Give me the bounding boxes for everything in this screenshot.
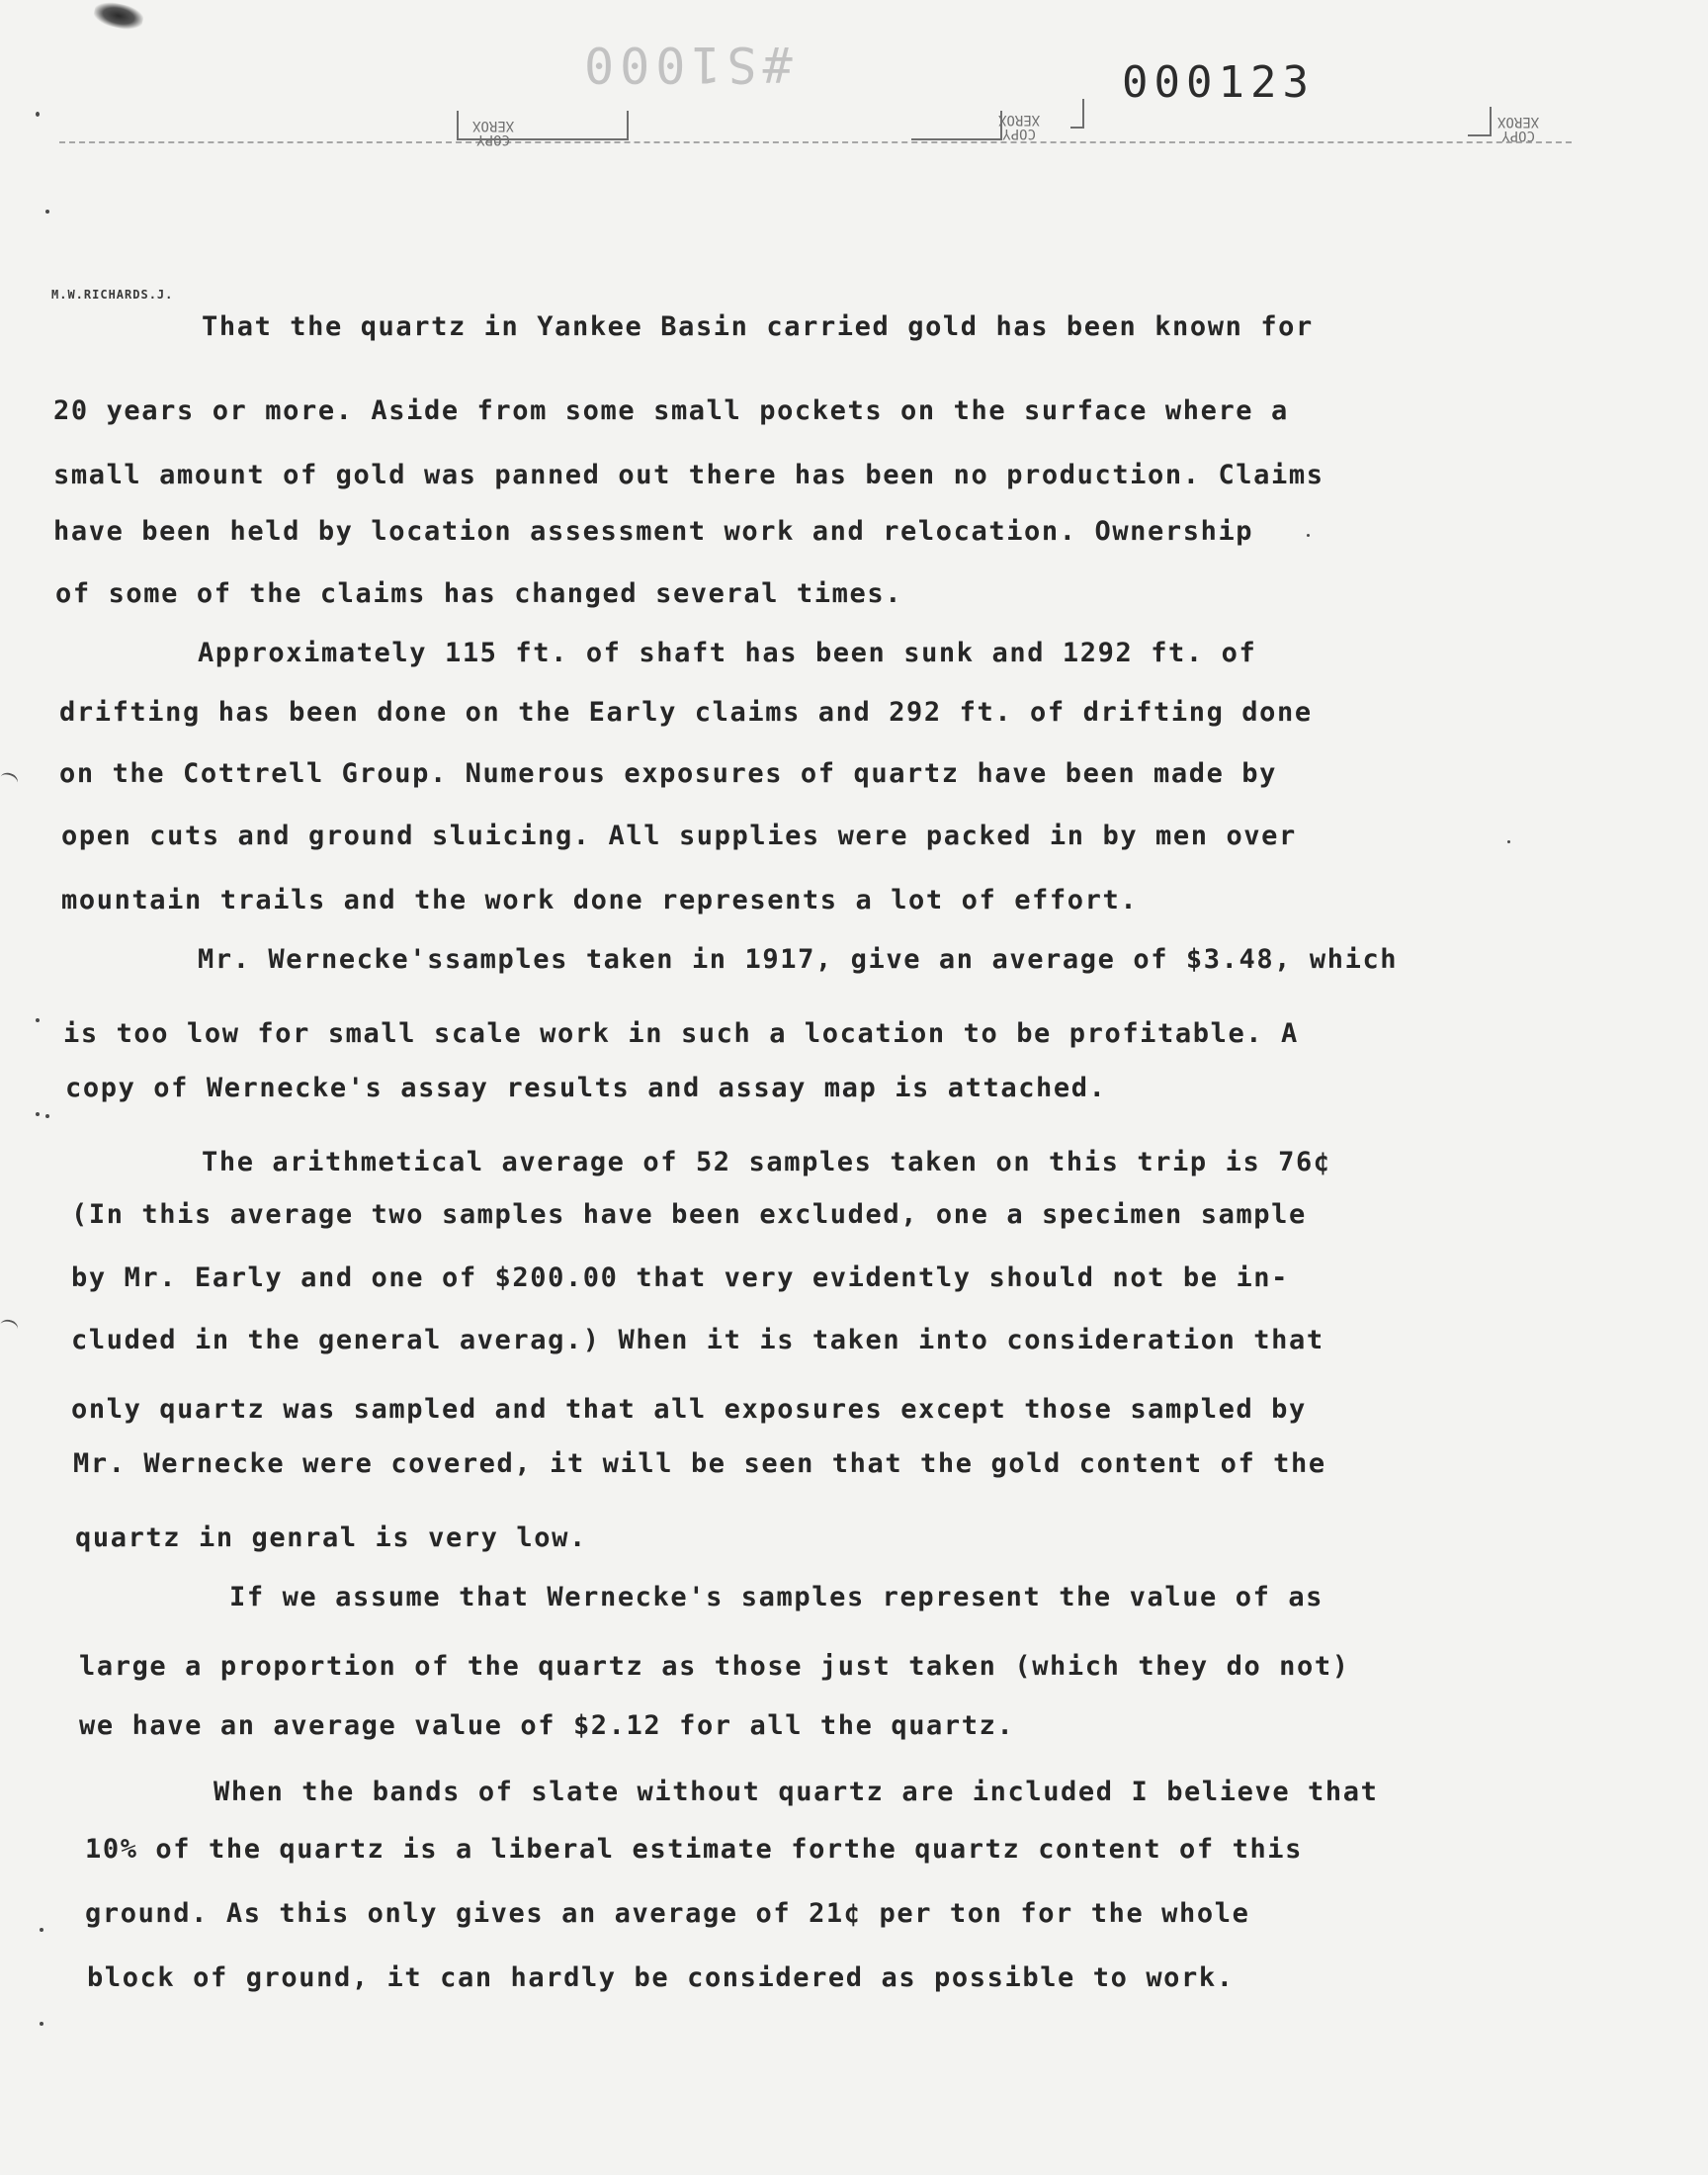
speck <box>36 112 40 117</box>
text-line: of some of the claims has changed several times. <box>55 578 903 609</box>
text-line: copy of Wernecke's assay results and assay map is attached. <box>65 1073 1107 1103</box>
text-line: quartz in genral is very low. <box>75 1522 587 1553</box>
text-line: Mr. Wernecke'ssamples taken in 1917, give an average of $3.48, which <box>198 944 1399 975</box>
text-line: by Mr. Early and one of $200.00 that very evidently should not be in- <box>71 1262 1290 1293</box>
text-line: If we assume that Wernecke's samples represent the value of as <box>229 1582 1324 1612</box>
document-number: 000123 <box>1122 57 1315 108</box>
text-line: cluded in the general averag.) When it is taken into consideration that <box>71 1325 1324 1355</box>
copy-bracket <box>1070 99 1084 129</box>
copy-xerox-mark: COPY XEROX <box>472 118 515 147</box>
copy-bracket <box>911 111 1002 140</box>
copy-edge-line <box>59 141 1572 143</box>
text-line: block of ground, it can hardly be considered as possible to work. <box>87 1962 1235 1993</box>
text-line: The arithmetical average of 52 samples taken on this trip is 76¢ <box>202 1147 1331 1177</box>
text-line: 10% of the quartz is a liberal estimate forthe quartz content of this <box>85 1834 1304 1865</box>
copy-xerox-mark: COPY XEROX <box>998 112 1041 141</box>
text-line: Approximately 115 ft. of shaft has been sunk and 1292 ft. of <box>198 638 1257 668</box>
text-line: That the quartz in Yankee Basin carried gold has been known for <box>202 311 1314 342</box>
header-reference: M.W.RICHARDS.J. <box>51 288 174 302</box>
speck <box>40 1928 43 1932</box>
speck <box>40 2022 43 2026</box>
ink-smudge <box>92 0 145 33</box>
speck <box>45 1114 49 1118</box>
text-line: have been held by location assessment work and relocation. Ownership <box>53 516 1254 547</box>
speck <box>36 1112 40 1116</box>
text-line: is too low for small scale work in such a location to be profitable. A <box>63 1018 1299 1049</box>
text-line: drifting has been done on the Early claims and 292 ft. of drifting done <box>59 697 1313 728</box>
text-line: (In this average two samples have been excluded, one a specimen sample <box>71 1199 1307 1230</box>
text-line: ground. As this only gives an average of 21¢ per ton for the whole <box>85 1898 1250 1929</box>
text-line: small amount of gold was panned out there has been no production. Claims <box>53 460 1324 490</box>
speck <box>1507 840 1510 843</box>
copy-bracket <box>1468 107 1492 136</box>
text-line: 20 years or more. Aside from some small pockets on the surface where a <box>53 395 1289 426</box>
speck <box>36 1018 40 1022</box>
text-line: open cuts and ground sluicing. All supplies were packed in by men over <box>61 821 1297 851</box>
text-line: we have an average value of $2.12 for all the quartz. <box>79 1710 1015 1741</box>
text-line: only quartz was sampled and that all exposures except those sampled by <box>71 1394 1307 1425</box>
text-line: When the bands of slate without quartz are included I believe that <box>214 1777 1379 1807</box>
faint-reverse-number: #S1000 <box>578 36 793 93</box>
text-line: mountain trails and the work done represents a lot of effort. <box>61 885 1139 915</box>
speck <box>45 210 49 214</box>
text-line: Mr. Wernecke were covered, it will be seen that the gold content of the <box>73 1448 1326 1479</box>
text-line: large a proportion of the quartz as those just taken (which they do not) <box>79 1651 1350 1682</box>
margin-mark <box>0 1318 20 1336</box>
text-line: on the Cottrell Group. Numerous exposures of quartz have been made by <box>59 758 1278 789</box>
speck <box>1307 534 1310 537</box>
copy-xerox-mark: COPY XEROX <box>1497 114 1540 143</box>
margin-mark <box>0 770 20 789</box>
